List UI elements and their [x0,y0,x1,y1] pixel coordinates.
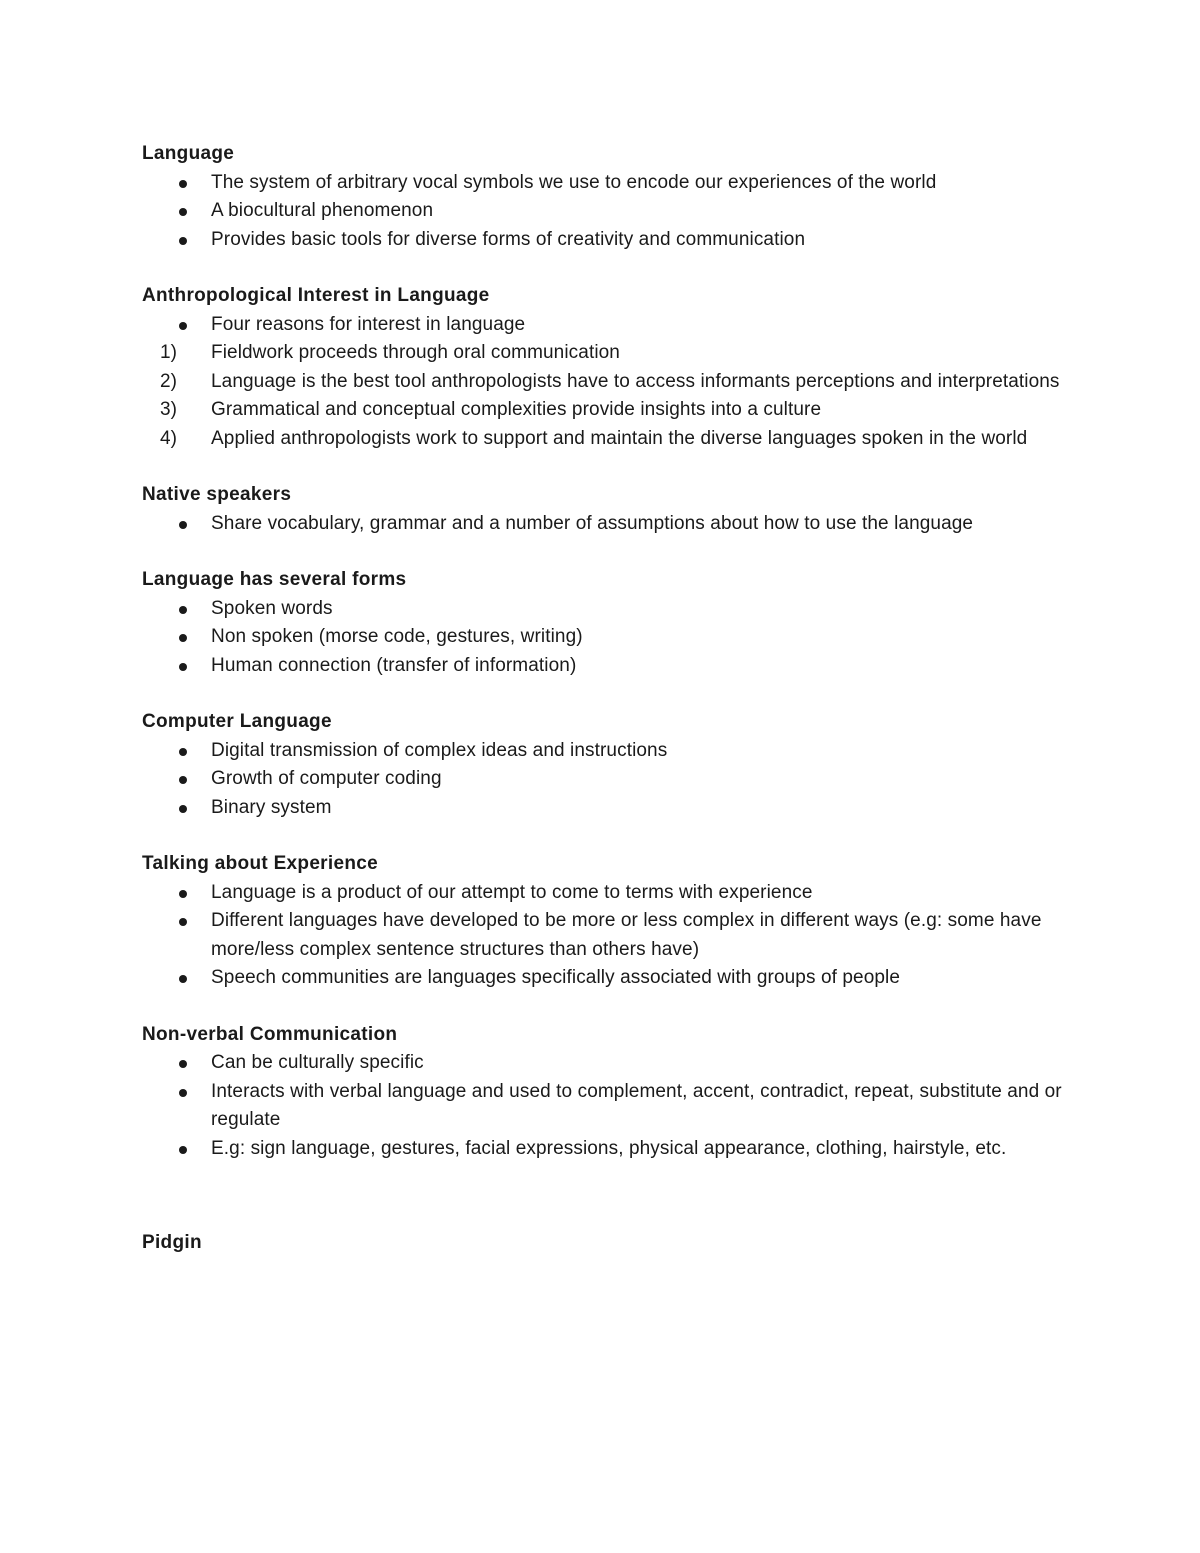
list-item-text: Non spoken (morse code, gestures, writing) [211,626,583,647]
bullet-icon [179,180,187,188]
list-number: 1) [160,342,178,363]
list-item-text: Speech communities are languages specifically associated with groups of people [211,967,901,988]
list-item [142,1049,1062,1078]
list-item [142,595,1062,624]
bullet-icon [179,663,187,671]
list-item-text: The system of arbitrary vocal symbols we use to encode our experiences of the world [211,171,937,193]
item-list [142,510,1062,539]
bullet-icon [179,237,187,245]
section [142,566,1062,680]
section [142,481,1062,538]
list-item [142,226,1062,255]
list-item-text: Can be culturally specific [211,1052,424,1073]
bullet-icon [179,1146,187,1154]
section-heading: Talking about Experience [142,853,378,874]
section [142,1021,1062,1164]
section [142,1229,1062,1258]
list-item-text: Four reasons for interest in language [211,313,526,335]
list-item [142,339,1062,368]
list-item [142,1135,1062,1164]
list-item-text: Language is the best tool anthropologists have to access informants perceptions and interpretations [211,370,1060,392]
bullet-icon [179,634,187,642]
list-item [142,765,1062,794]
bullet-icon [179,776,187,784]
bullet-icon [179,918,187,926]
bullet-icon [179,1089,187,1097]
list-item-text: Applied anthropologists work to support and maintain the diverse languages spoken in the world [211,427,1028,449]
section [142,708,1062,822]
list-item-text: Fieldwork proceeds through oral communication [211,342,620,363]
list-item [142,879,1062,908]
item-list [142,1049,1062,1163]
list-item-text: Grammatical and conceptual complexities provide insights into a culture [211,399,822,420]
list-item-text: Different languages have developed to be more or less complex in different ways (e.g: some have more/less complex sentence structures than others have) [211,910,1042,960]
list-item-text: Binary system [211,796,332,818]
list-item [142,425,1062,454]
bullet-icon [179,748,187,756]
list-item [142,169,1062,198]
list-item-text: Spoken words [211,597,333,619]
list-item-text: Human connection (transfer of information) [211,654,577,676]
section-heading: Computer Language [142,711,332,732]
list-item-text: Interacts with verbal language and used to complement, accent, contradict, repeat, substitute and or regulate [211,1080,1062,1130]
bullet-icon [179,606,187,614]
section-heading: Pidgin [142,1232,202,1253]
item-list [142,737,1062,823]
bullet-icon [179,975,187,983]
document-body [142,140,1062,1286]
bullet-icon [179,805,187,813]
list-item-text: A biocultural phenomenon [211,200,434,221]
section-heading: Non-verbal Communication [142,1023,398,1045]
list-item [142,396,1062,425]
list-item-text: Share vocabulary, grammar and a number of assumptions about how to use the language [211,512,974,534]
list-item [142,794,1062,823]
list-item [142,907,1062,964]
list-item [142,737,1062,766]
list-number: 2) [160,370,178,392]
list-item [142,197,1062,226]
item-list [142,879,1062,993]
list-number: 4) [160,427,178,449]
list-item-text: Growth of computer coding [211,768,442,789]
list-item [142,510,1062,539]
section [142,140,1062,254]
section [142,850,1062,993]
bullet-icon [179,890,187,898]
list-item-text: E.g: sign language, gestures, facial expressions, physical appearance, clothing, hairstyle, etc. [211,1137,1007,1159]
bullet-icon [179,521,187,529]
section-heading: Anthropological Interest in Language [142,285,490,306]
bullet-icon [179,208,187,216]
list-item [142,311,1062,340]
section [142,282,1062,453]
list-item-text: Digital transmission of complex ideas and instructions [211,739,668,761]
list-item [142,652,1062,681]
list-item [142,623,1062,652]
list-item-text: Language is a product of our attempt to come to terms with experience [211,881,813,903]
item-list [142,595,1062,681]
list-item [142,1078,1062,1135]
section-heading: Native speakers [142,484,292,505]
item-list [142,311,1062,454]
list-item [142,368,1062,397]
bullet-icon [179,1060,187,1068]
section-heading: Language [142,143,235,164]
list-item-text: Provides basic tools for diverse forms of creativity and communication [211,228,806,250]
list-number: 3) [160,399,178,420]
section-heading: Language has several forms [142,569,407,590]
item-list [142,169,1062,255]
list-item [142,964,1062,993]
bullet-icon [179,322,187,330]
